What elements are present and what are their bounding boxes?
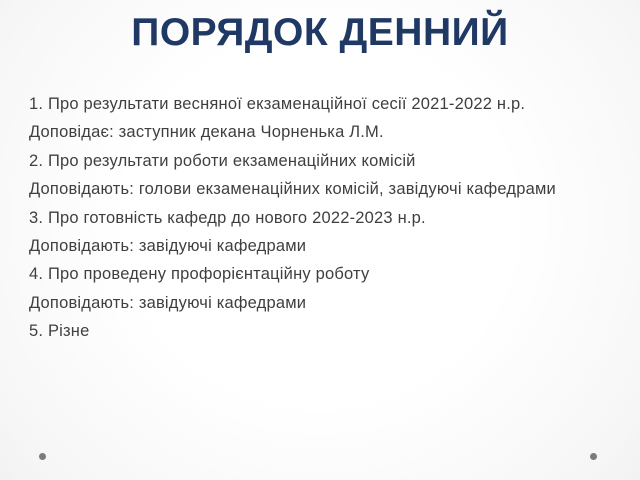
slide-title: ПОРЯДОК ДЕННИЙ [131,11,509,54]
presenter-line-2: Доповідають: голови екзаменаційних комісій, завідуючі кафедрами [29,180,556,199]
agenda-item-4: 4. Про проведену профорієнтаційну роботу [29,265,370,284]
slide-decoration-dot-left [39,453,46,460]
presenter-line-1: Доповідає: заступник декана Чорненька Л.М. [29,123,384,142]
agenda-item-5: 5. Різне [29,322,90,341]
agenda-item-2: 2. Про результати роботи екзаменаційних комісій [29,151,416,170]
agenda-item-1: 1. Про результати весняної екзаменаційної сесії 2021-2022 н.р. [29,95,526,113]
agenda-item-3: 3. Про готовність кафедр до нового 2022-2023 н.р. [29,208,426,227]
presenter-line-3: Доповідають: завідуючі кафедрами [29,237,307,256]
agenda-list [29,90,630,346]
slide-decoration-dot-right [590,453,597,460]
presenter-line-4: Доповідають: завідуючі кафедрами [29,293,307,312]
